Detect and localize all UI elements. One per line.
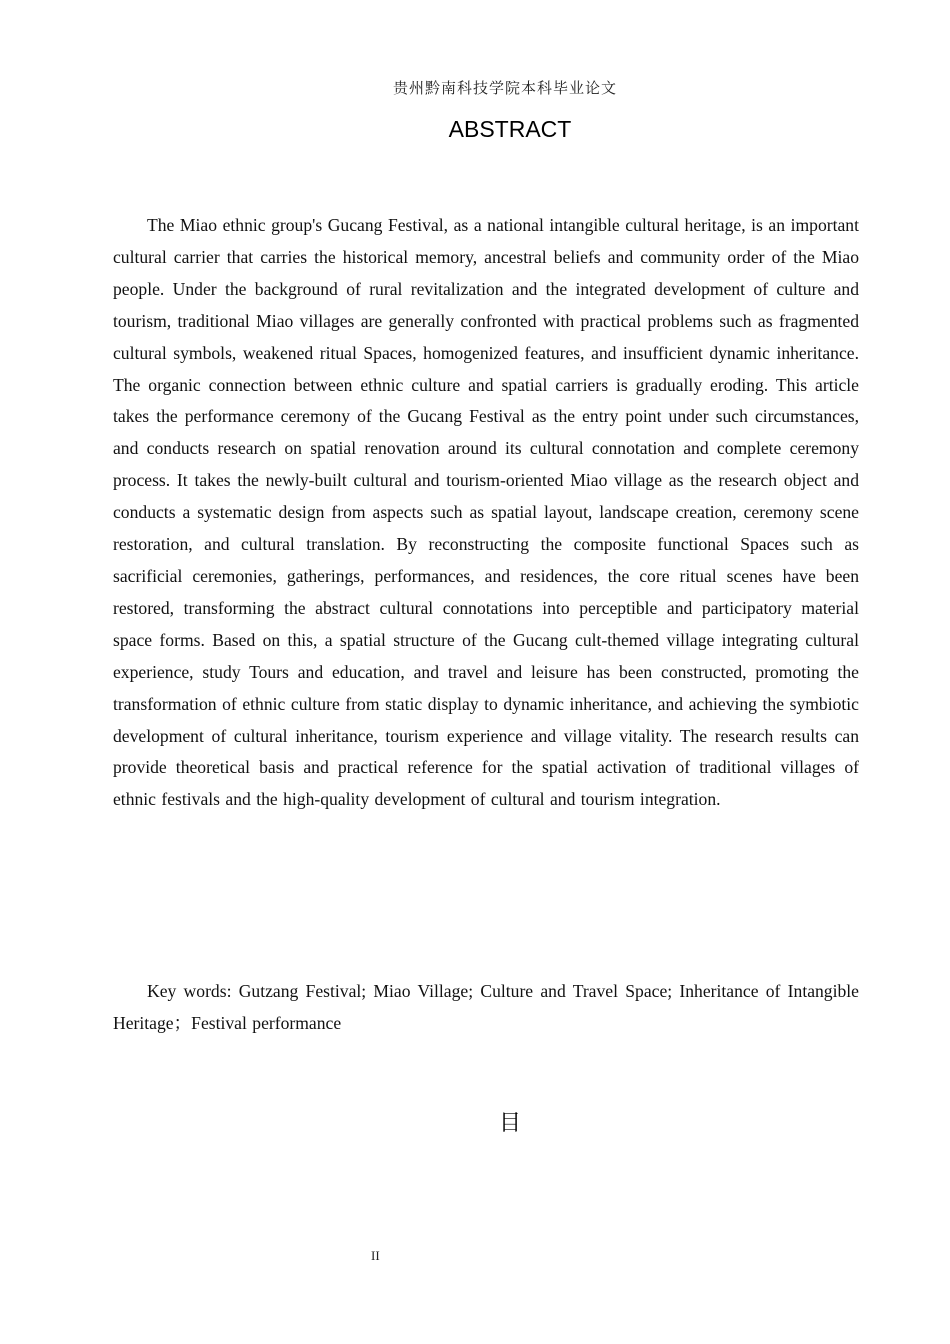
- abstract-title: ABSTRACT: [448, 116, 572, 142]
- running-header: 贵州黔南科技学院本科毕业论文: [392, 79, 617, 97]
- abstract-body: The Miao ethnic group's Gucang Festival, as a national intangible cultural heritage, is an important cultural carrier that carries the historical memory, ancestral beliefs and community order of the Miao people. Under the background of rural revitalization and the integrated development of culture and tourism, traditional Miao villages are generally confronted with practical problems such as fragmented cultural symbols, weakened ritual Spaces, homogenized features, and insufficient dynamic inheritance. The organic connection between ethnic culture and spatial carriers is gradually eroding. This article takes the performance ceremony of the Gucang Festival as the entry point under such circumstances, and conducts research on spatial renovation around its cultural connotation and complete ceremony process. It takes the newly-built cultural and tourism-oriented Miao village as the research object and conducts a systematic design from aspects such as spatial layout, landscape creation, ceremony scene restoration, and cultural translation. By reconstructing the composite functional Spaces such as sacrificial ceremonies, gatherings, performances, and residences, the core ritual scenes have been restored, transforming the abstract cultural connotations into perceptible and participatory material space forms. Based on this, a spatial structure of the Gucang cult-themed village integrating cultural experience, study Tours and education, and travel and leisure has been constructed, promoting the transformation of ethnic culture from static display to dynamic inheritance, and achieving the symbiotic development of cultural inheritance, tourism experience and village vitality. The research results can provide theoretical basis and practical reference for the spatial activation of traditional villages of ethnic festivals and the high-quality development of cultural and tourism integration.: [113, 215, 859, 810]
- page-number: II: [371, 1248, 380, 1263]
- keywords-paragraph: Key words: Gutzang Festival; Miao Village; Culture and Travel Space; Inheritance of Intangible Heritage；Festival performance: [113, 981, 859, 1033]
- table-of-contents-heading: 目: [498, 1111, 521, 1136]
